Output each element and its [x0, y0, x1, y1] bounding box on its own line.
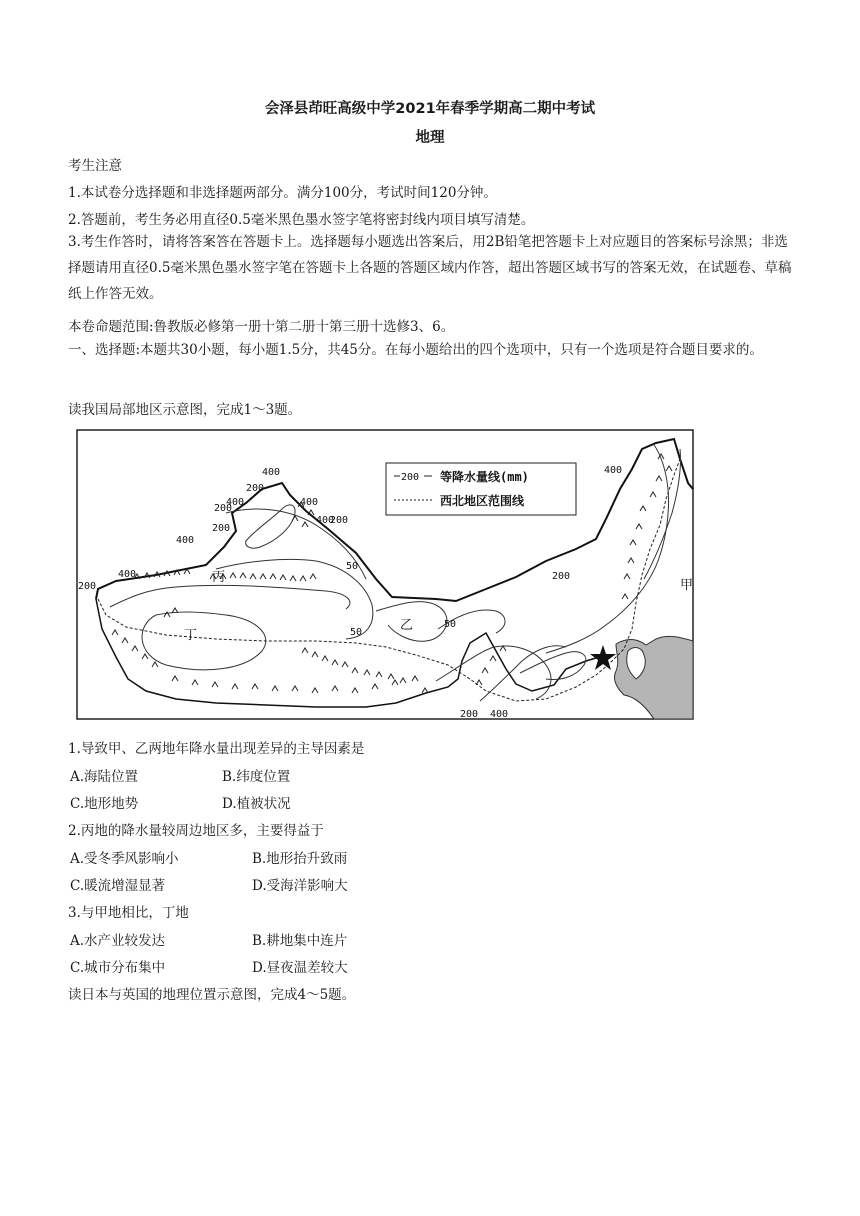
isohyet-label: 50 [346, 561, 359, 572]
isohyet-label: 200 [214, 503, 233, 514]
region-label-yi: 乙 [400, 618, 414, 633]
isohyet-label: 400 [316, 515, 335, 526]
notice-item-3: 3.考生作答时，请将答案答在答题卡上。选择题每小题选出答案后，用2B铅笔把答题卡上对应题目的答案标号涂黑；非选择题请用直径0.5毫米黑色墨水签字笔在答题卡上各题的答题区域内作答，超出答题区域书写的答案无效，在试题卷、草稿纸上作答无效。 [68, 234, 792, 302]
question-2-option-a: A.受冬季风影响小 [70, 851, 179, 867]
scope-statement: 本卷命题范围:鲁教版必修第一册十第二册十第三册十选修3、6。 [68, 319, 455, 335]
region-label-ding: 丁 [184, 628, 198, 643]
question-2-stem: 2.丙地的降水量较周边地区多，主要得益于 [68, 823, 324, 839]
question-1-option-d: D.植被状况 [222, 796, 291, 812]
isohyet-label: 400 [300, 497, 319, 508]
isohyet-label: 200 [460, 709, 479, 720]
region-label-jia: 甲 [680, 578, 694, 593]
region-label-bing: 丙 [212, 570, 226, 585]
exam-title: 会泽县茚旺高级中学2021年春季学期高二期中考试 [264, 101, 596, 117]
legend-isohyet-label: 等降水量线(mm) [440, 470, 529, 484]
question-2-option-d: D.受海洋影响大 [252, 878, 348, 894]
map-legend [386, 463, 576, 515]
isohyet-label: 200 [212, 523, 231, 534]
question-1-option-b: B.纬度位置 [222, 769, 291, 785]
exam-subject: 地理 [415, 130, 445, 146]
isohyet-label: 50 [444, 619, 457, 630]
isohyet-label: 200 [78, 581, 97, 592]
isohyet-label: 400 [604, 465, 623, 476]
question-3-option-b: B.耕地集中连片 [252, 933, 348, 949]
question-3-option-d: D.昼夜温差较大 [252, 960, 348, 976]
question-2-option-c: C.暖流增湿显著 [70, 878, 166, 894]
legend-isohyet-sample: 200 [401, 472, 420, 483]
isohyet-label: 400 [176, 535, 195, 546]
question-3-option-c: C.城市分布集中 [70, 960, 166, 976]
question-1-option-c: C.地形地势 [70, 796, 139, 812]
isohyet-label: 400 [490, 709, 509, 720]
question-2-option-b: B.地形抬升致雨 [252, 851, 348, 867]
isohyet-label: 400 [226, 497, 245, 508]
isohyet-label: 400 [118, 569, 137, 580]
isohyet-label: 200 [246, 483, 265, 494]
isohyet-label: 400 [262, 467, 281, 478]
isohyet-label: 50 [350, 627, 363, 638]
question-1-stem: 1.导致甲、乙两地年降水量出现差异的主导因素是 [68, 741, 365, 757]
section-intro: 一、选择题:本题共30小题，每小题1.5分，共45分。在每小题给出的四个选项中，只有一个选项是符合题目要求的。 [68, 342, 763, 358]
northwest-china-precipitation-map [76, 429, 694, 720]
notice-item-1: 1.本试卷分选择题和非选择题两部分。满分100分，考试时间120分钟。 [68, 185, 497, 201]
question-3-option-a: A.水产业较发达 [70, 933, 166, 949]
group1-prompt: 读我国局部地区示意图，完成1～3题。 [68, 402, 302, 418]
group2-prompt: 读日本与英国的地理位置示意图，完成4～5题。 [68, 987, 356, 1003]
isohyet-label: 200 [330, 515, 349, 526]
notice-item-2: 2.答题前，考生务必用直径0.5毫米黑色墨水签字笔将密封线内项目填写清楚。 [68, 212, 535, 228]
question-1-option-a: A.海陆位置 [70, 769, 139, 785]
notice-heading: 考生注意 [68, 158, 122, 174]
question-3-stem: 3.与甲地相比，丁地 [68, 905, 189, 921]
legend-boundary-label: 西北地区范围线 [440, 494, 525, 508]
isohyet-label: 200 [552, 571, 571, 582]
